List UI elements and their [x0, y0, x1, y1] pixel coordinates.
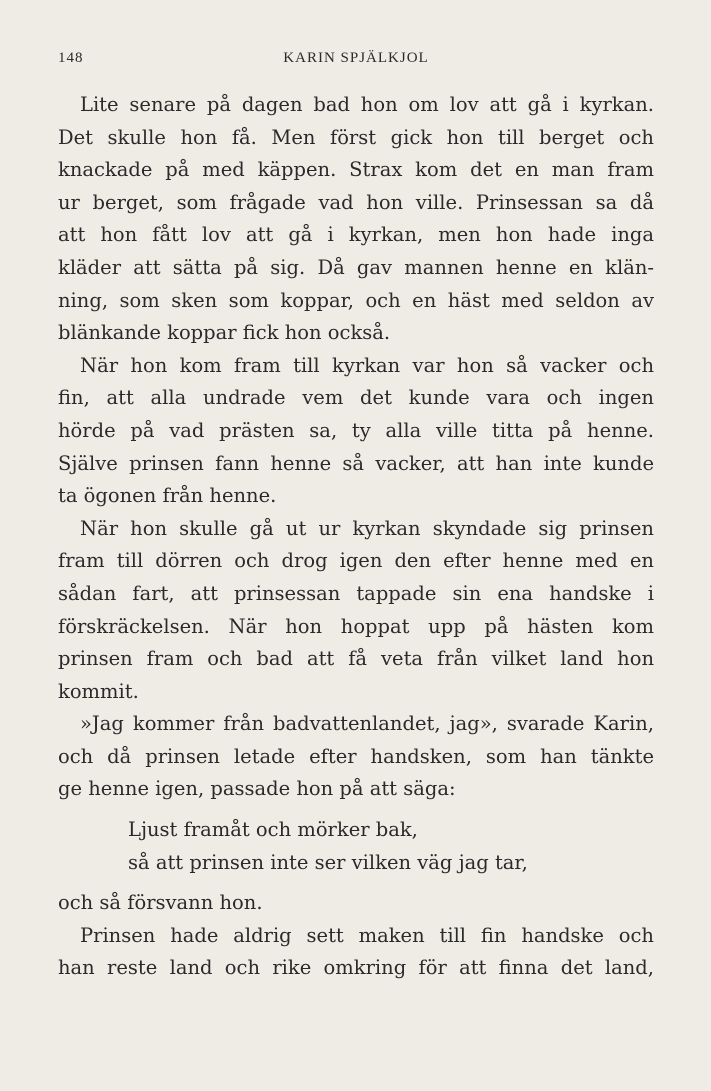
text-line: Prinsen hade aldrig sett maken till fin handske och [80, 923, 654, 947]
text-line: sådan fart, att prinsessan tappade sin ena handske i [58, 581, 654, 605]
text-line: Själve prinsen fann henne så vacker, att han inte kunde [58, 451, 654, 475]
text-line: blänkande koppar fick hon också. [58, 321, 391, 345]
verse-block [58, 814, 654, 879]
text-line: fram till dörren och drog igen den efter henne med en [58, 549, 654, 573]
text-line: kommit. [58, 679, 139, 703]
text-line: han reste land och rike omkring för att finna det land, [58, 956, 654, 980]
paragraph-2 [58, 350, 654, 513]
page-number: 148 [58, 50, 84, 66]
text-line: ge henne igen, passade hon på att säga: [58, 777, 456, 801]
text-line: och så försvann hon. [58, 891, 263, 915]
body-text [58, 89, 654, 985]
paragraph-4 [58, 708, 654, 806]
text-line: kläder att sätta på sig. Då gav mannen henne en klän- [58, 255, 654, 279]
paragraph-1 [58, 89, 654, 350]
text-line: och då prinsen letade efter handsken, som han tänkte [58, 744, 654, 768]
paragraph-5 [58, 920, 654, 985]
verse-line: Ljust framåt och mörker bak, [128, 818, 418, 842]
verse-line: så att prinsen inte ser vilken väg jag tar, [128, 850, 528, 874]
paragraph-3 [58, 513, 654, 709]
text-line: förskräckelsen. När hon hoppat upp på hästen kom [58, 614, 654, 638]
running-title: KARIN SPJÄLKJOL [283, 50, 429, 66]
text-line: hörde på vad prästen sa, ty alla ville titta på henne. [58, 418, 654, 442]
text-line: prinsen fram och bad att få veta från vilket land hon [58, 647, 654, 671]
after-verse-line [58, 887, 654, 920]
text-line: ta ögonen från henne. [58, 484, 277, 508]
text-line: »Jag kommer från badvattenlandet, jag», svarade Karin, [80, 712, 654, 736]
text-line: att hon fått lov att gå i kyrkan, men hon hade inga [58, 223, 654, 247]
text-line: Det skulle hon få. Men först gick hon till berget och [58, 125, 654, 149]
text-line: knackade på med käppen. Strax kom det en man fram [58, 158, 654, 182]
running-head [58, 50, 654, 72]
text-line: ur berget, som frågade vad hon ville. Prinsessan sa då [58, 190, 654, 214]
text-line: Lite senare på dagen bad hon om lov att gå i kyrkan. [80, 93, 654, 116]
text-line: fin, att alla undrade vem det kunde vara och ingen [58, 386, 654, 410]
text-line: När hon kom fram till kyrkan var hon så vacker och [80, 353, 654, 377]
text-line: ning, som sken som koppar, och en häst med seldon av [58, 288, 654, 312]
text-line: När hon skulle gå ut ur kyrkan skyndade sig prinsen [80, 516, 654, 540]
